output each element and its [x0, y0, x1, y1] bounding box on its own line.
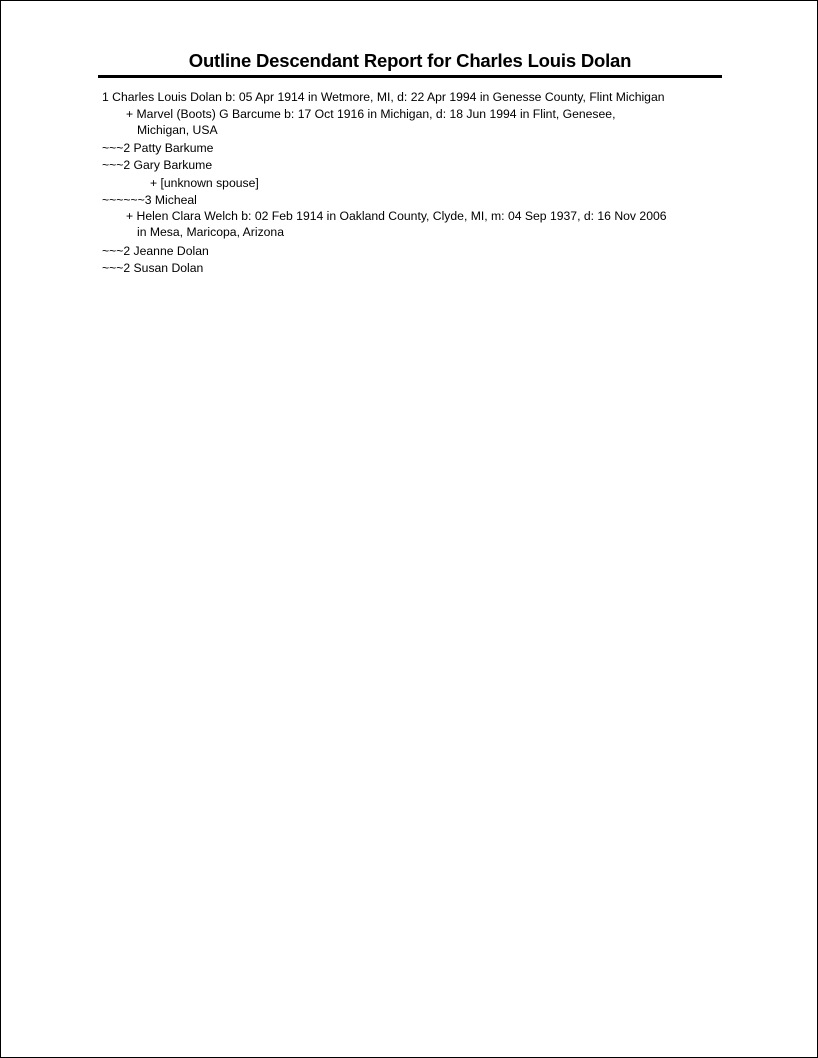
generation-marker: ~~~~~~3 [102, 193, 152, 207]
spouse-details: Marvel (Boots) G Barcume b: 17 Oct 1916 in Michigan, d: 18 Jun 1994 in Flint, Genesee, [136, 107, 616, 121]
list-item-generation-2 [102, 157, 212, 173]
spouse-details-continued: in Mesa, Maricopa, Arizona [137, 225, 284, 239]
spouse-marker: + [126, 107, 134, 121]
list-item-spouse [150, 175, 259, 191]
generation-marker: ~~~2 [102, 158, 131, 172]
list-item-generation-3 [102, 192, 197, 208]
spouse-marker: + [150, 176, 158, 190]
generation-marker: ~~~2 [102, 261, 131, 275]
spouse-details: Helen Clara Welch b: 02 Feb 1914 in Oakland County, Clyde, MI, m: 04 Sep 1937, d: 16 Nov 2006 [136, 209, 667, 223]
generation-marker: ~~~2 [102, 141, 131, 155]
person-details: Susan Dolan [133, 261, 204, 275]
generation-marker: 1 [102, 90, 109, 104]
list-item-continuation [137, 224, 284, 240]
person-details: Jeanne Dolan [133, 244, 209, 258]
list-item-continuation [137, 122, 218, 138]
spouse-details: [unknown spouse] [160, 176, 259, 190]
person-details: Micheal [154, 193, 197, 207]
person-details: Patty Barkume [133, 141, 214, 155]
list-item-generation-2 [102, 243, 209, 259]
spouse-details-continued: Michigan, USA [137, 123, 218, 137]
report-title: Outline Descendant Report for Charles Louis Dolan [188, 50, 632, 71]
person-details: Gary Barkume [133, 158, 213, 172]
spouse-marker: + [126, 209, 134, 223]
list-item-generation-2 [102, 260, 203, 276]
person-details: Charles Louis Dolan b: 05 Apr 1914 in Wetmore, MI, d: 22 Apr 1994 in Genesse County, Flint Michigan [112, 90, 665, 104]
list-item-generation-1 [102, 89, 665, 105]
generation-marker: ~~~2 [102, 244, 131, 258]
list-item-spouse [126, 106, 615, 122]
title-divider [98, 75, 722, 78]
list-item-generation-2 [102, 140, 213, 156]
list-item-spouse [126, 208, 667, 224]
